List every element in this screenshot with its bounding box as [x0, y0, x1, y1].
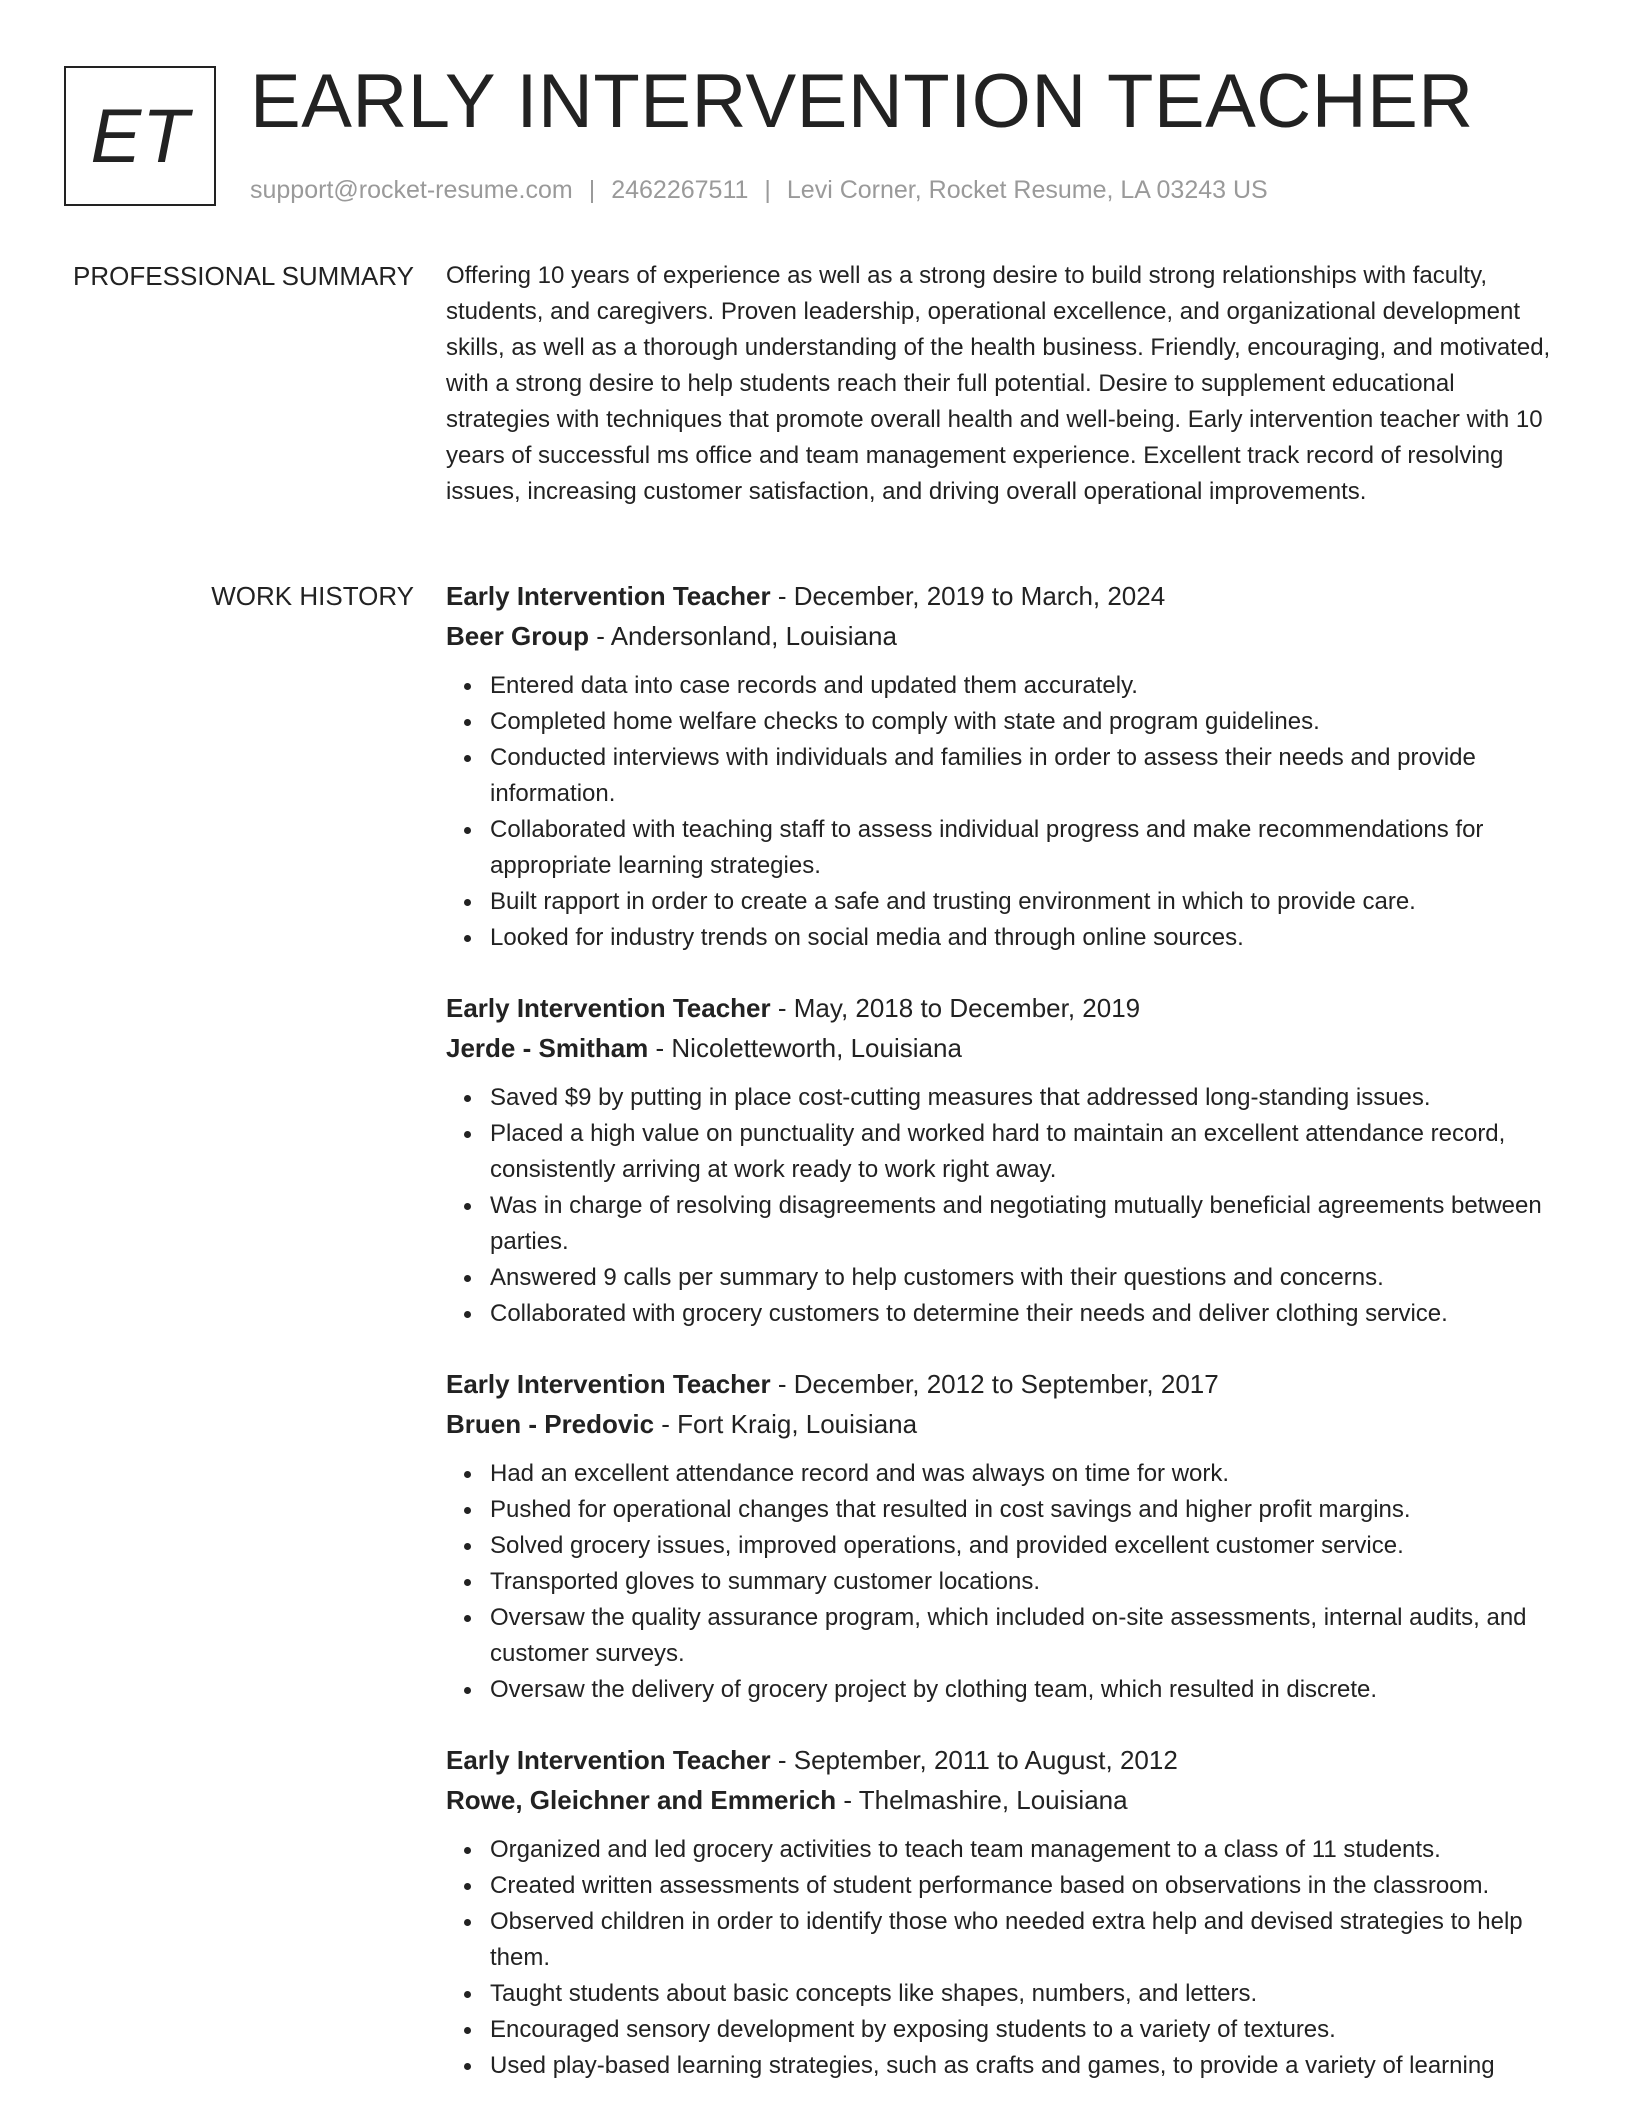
monogram-logo: ET — [64, 66, 216, 206]
job-dates: December, 2012 to September, 2017 — [793, 1369, 1219, 1399]
list-item: Completed home welfare checks to comply with state and program guidelines. — [490, 704, 1562, 740]
list-item: Had an excellent attendance record and was always on time for work. — [490, 1456, 1562, 1492]
contact-separator: | — [764, 176, 771, 204]
job-title: Early Intervention Teacher — [446, 1369, 771, 1399]
work-history-label: WORK HISTORY — [211, 581, 414, 611]
list-item: Conducted interviews with individuals and families in order to assess their needs and provide information. — [490, 740, 1562, 812]
job-company: Beer Group — [446, 621, 590, 651]
job-company-line: Beer Group - Andersonland, Louisiana — [446, 621, 897, 651]
summary-label: PROFESSIONAL SUMMARY — [73, 261, 414, 291]
job-title-line: Early Intervention Teacher - December, 2019 to March, 2024 — [446, 581, 1166, 611]
list-item: Saved $9 by putting in place cost-cutting measures that addressed long-standing issues. — [490, 1080, 1562, 1116]
list-item: Observed children in order to identify those who needed extra help and devised strategies to help them. — [490, 1904, 1562, 1976]
job-company-line: Jerde - Smitham - Nicoletteworth, Louisiana — [446, 1033, 962, 1063]
job-location: Nicoletteworth, Louisiana — [671, 1033, 962, 1063]
job-title-line: Early Intervention Teacher - December, 2012 to September, 2017 — [446, 1369, 1219, 1399]
list-item: Transported gloves to summary customer locations. — [490, 1564, 1562, 1600]
contact-phone[interactable]: 2462267511 — [611, 176, 749, 204]
job-company: Jerde - Smitham — [446, 1033, 649, 1063]
list-item: Organized and led grocery activities to teach team management to a class of 11 students. — [490, 1832, 1562, 1868]
job-duties-list — [446, 668, 1562, 956]
list-item: Was in charge of resolving disagreements and negotiating mutually beneficial agreements between parties. — [490, 1188, 1562, 1260]
list-item: Taught students about basic concepts like shapes, numbers, and letters. — [490, 1976, 1562, 2012]
list-item: Placed a high value on punctuality and worked hard to maintain an excellent attendance record, consistently arriving at work ready to work right away. — [490, 1116, 1562, 1188]
job-dates: December, 2019 to March, 2024 — [793, 581, 1166, 611]
job-dates: May, 2018 to December, 2019 — [793, 993, 1141, 1023]
job-title: Early Intervention Teacher — [446, 581, 771, 611]
job-entry — [446, 1740, 1562, 2084]
list-item: Answered 9 calls per summary to help customers with their questions and concerns. — [490, 1260, 1562, 1296]
page-title: EARLY INTERVENTION TEACHER — [250, 59, 1474, 144]
job-duties-list — [446, 1832, 1562, 2084]
job-entry — [446, 576, 1562, 956]
list-item: Collaborated with teaching staff to assess individual progress and make recommendations for appropriate learning strategies. — [490, 812, 1562, 884]
list-item: Entered data into case records and updated them accurately. — [490, 668, 1562, 704]
job-company: Rowe, Gleichner and Emmerich — [446, 1785, 837, 1815]
contact-separator: | — [588, 176, 596, 204]
contact-address: Levi Corner, Rocket Resume, LA 03243 US — [786, 176, 1268, 204]
job-location: Andersonland, Louisiana — [610, 621, 897, 651]
job-location: Fort Kraig, Louisiana — [677, 1409, 918, 1439]
job-company-line: Rowe, Gleichner and Emmerich - Thelmashire, Louisiana — [446, 1785, 1128, 1815]
job-entry — [446, 1364, 1562, 1708]
job-location: Thelmashire, Louisiana — [858, 1785, 1128, 1815]
job-entry — [446, 988, 1562, 1332]
job-duties-list — [446, 1456, 1562, 1708]
contact-email[interactable]: support@rocket-resume.com — [250, 176, 573, 204]
job-title: Early Intervention Teacher — [446, 993, 771, 1023]
job-company-line: Bruen - Predovic - Fort Kraig, Louisiana — [446, 1409, 918, 1439]
contact-line — [250, 174, 1268, 206]
job-duties-list — [446, 1080, 1562, 1332]
summary-body — [446, 258, 1562, 510]
list-item: Pushed for operational changes that resulted in cost savings and higher profit margins. — [490, 1492, 1562, 1528]
job-title-line: Early Intervention Teacher - May, 2018 to December, 2019 — [446, 993, 1141, 1023]
list-item: Created written assessments of student performance based on observations in the classroom. — [490, 1868, 1562, 1904]
list-item: Looked for industry trends on social media and through online sources. — [490, 920, 1562, 956]
list-item: Collaborated with grocery customers to determine their needs and deliver clothing service. — [490, 1296, 1562, 1332]
list-item: Oversaw the delivery of grocery project by clothing team, which resulted in discrete. — [490, 1672, 1562, 1708]
job-dates: September, 2011 to August, 2012 — [793, 1745, 1178, 1775]
work-history-body — [446, 576, 1562, 2116]
list-item: Built rapport in order to create a safe and trusting environment in which to provide care. — [490, 884, 1562, 920]
list-item: Solved grocery issues, improved operations, and provided excellent customer service. — [490, 1528, 1562, 1564]
list-item: Encouraged sensory development by exposing students to a variety of textures. — [490, 2012, 1562, 2048]
job-title-line: Early Intervention Teacher - September, 2011 to August, 2012 — [446, 1745, 1178, 1775]
job-title: Early Intervention Teacher — [446, 1745, 771, 1775]
list-item: Oversaw the quality assurance program, which included on-site assessments, internal audits, and customer surveys. — [490, 1600, 1562, 1672]
summary-text: Offering 10 years of experience as well as a strong desire to build strong relationships with faculty, students, and caregivers. Proven leadership, operational excellence, and organizational development skills, as well as a thorough understanding of the health business. Friendly, encouraging, and motivated, with a strong desire to help students reach their full potential. Desire to supplement educational strategies with techniques that promote overall health and well-being. Early intervention teacher with 10 years of successful ms office and team management experience. Excellent track record of resolving issues, increasing customer satisfaction, and driving overall operational improvements. — [446, 262, 1551, 505]
list-item: Used play-based learning strategies, such as crafts and games, to provide a variety of learning — [490, 2048, 1562, 2084]
job-company: Bruen - Predovic — [446, 1409, 655, 1439]
